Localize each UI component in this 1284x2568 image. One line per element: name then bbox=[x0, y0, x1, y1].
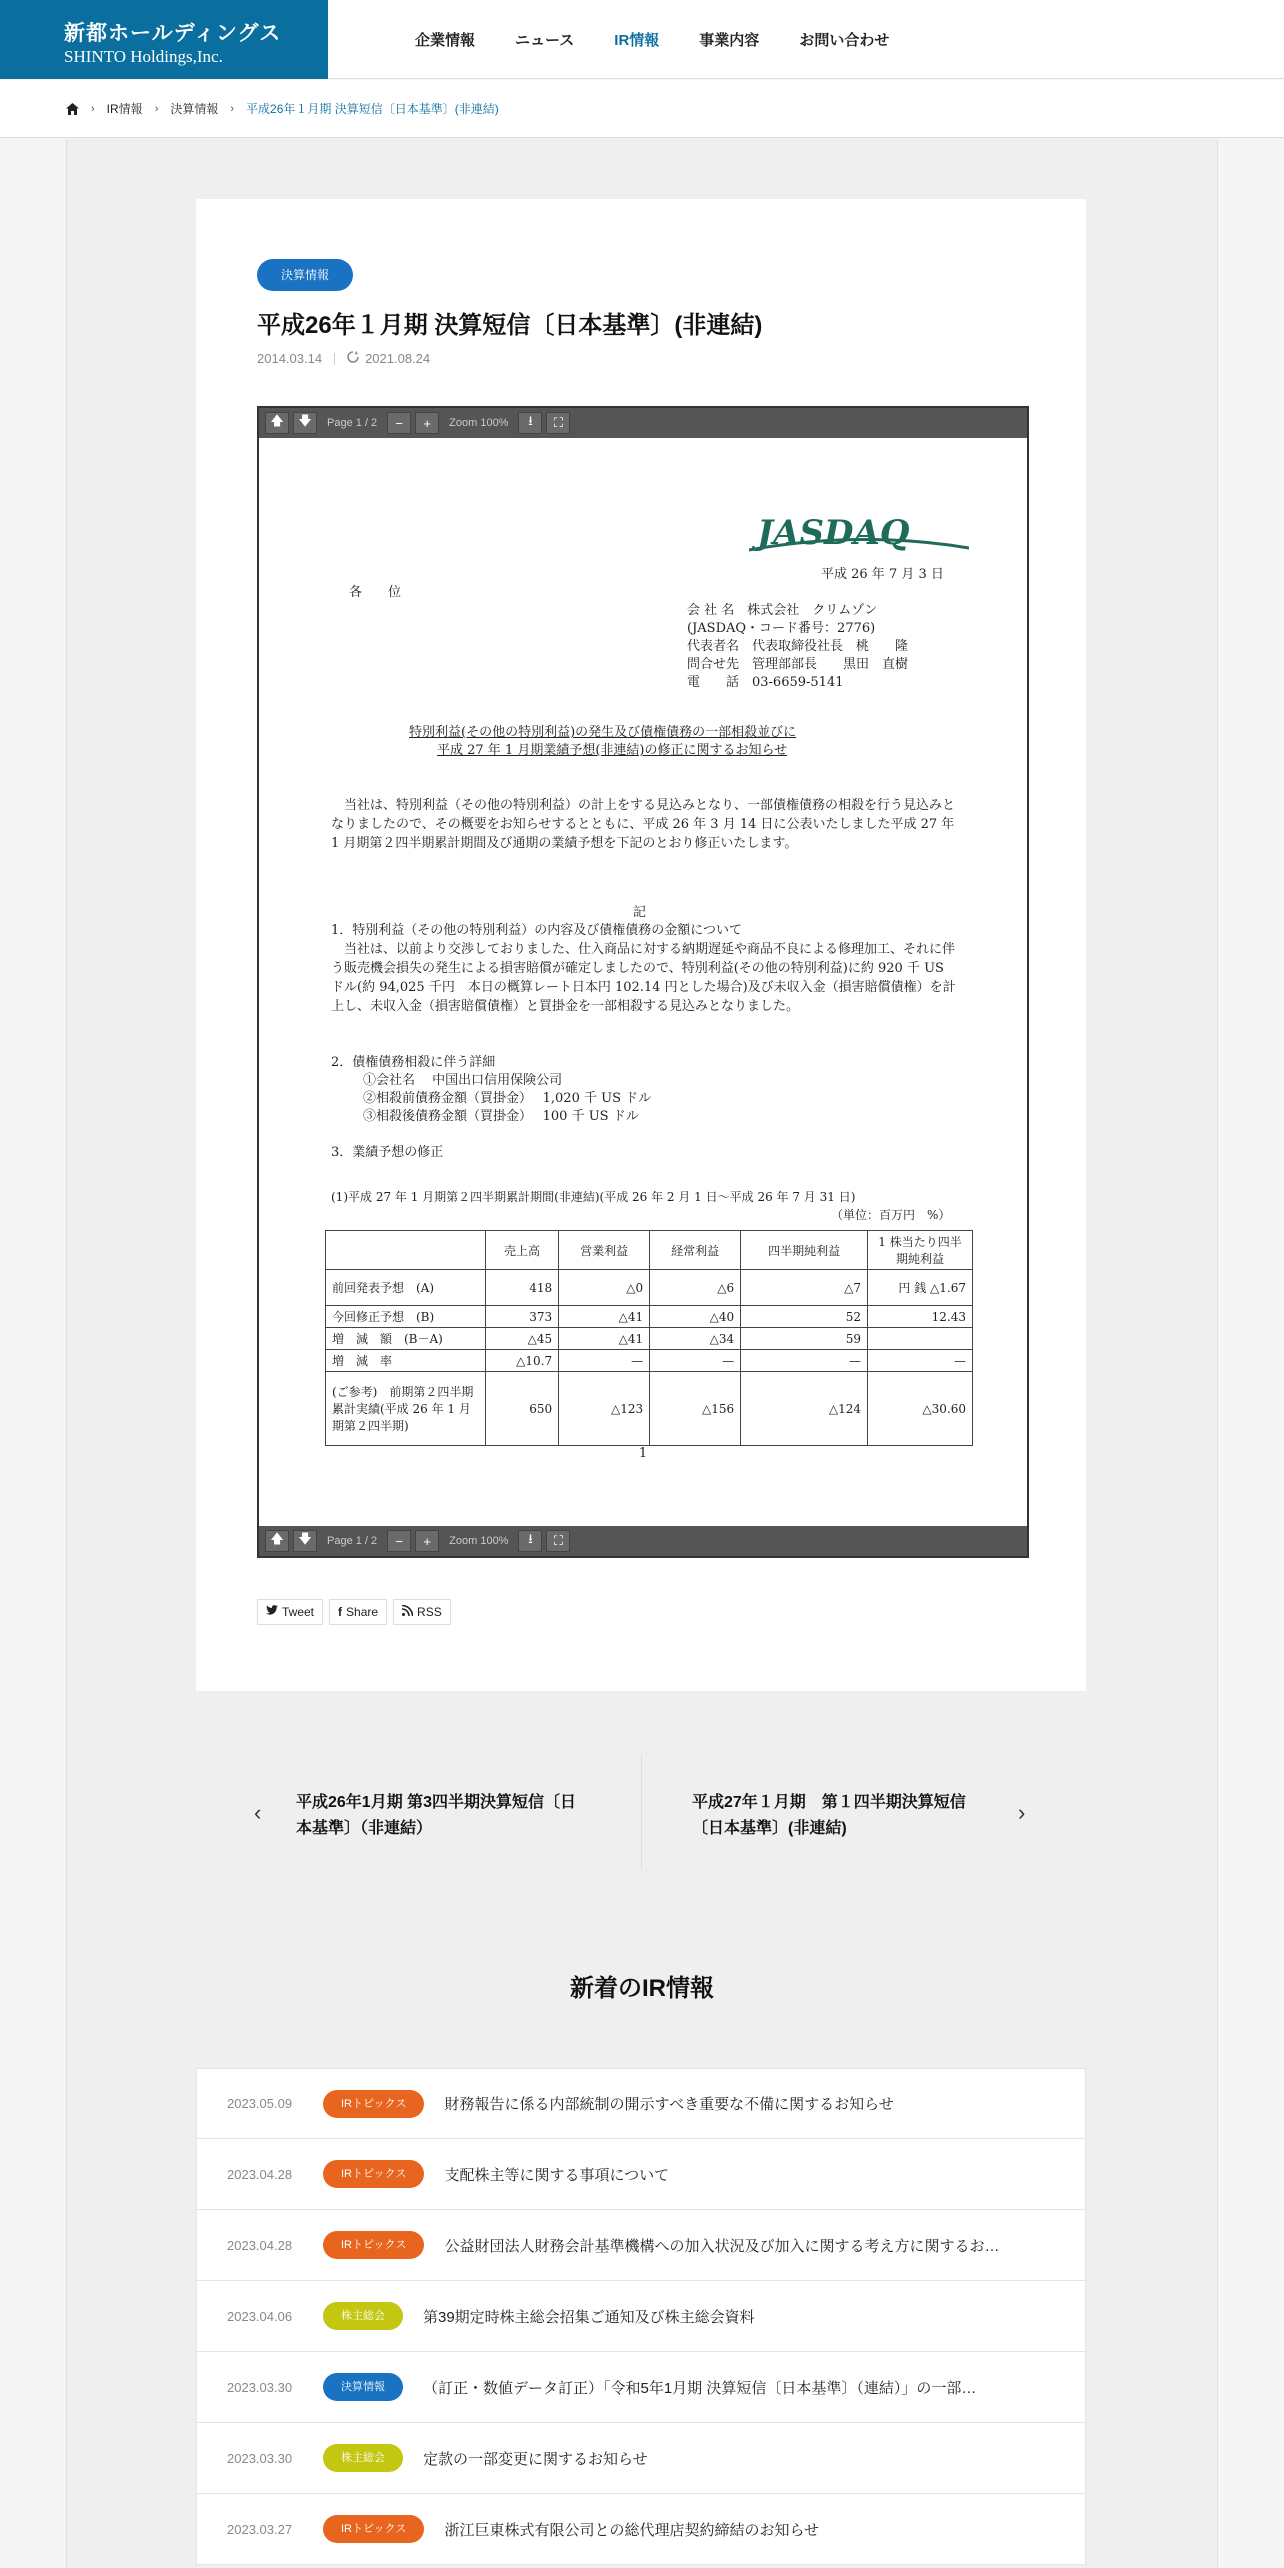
share-label: Share bbox=[346, 1605, 379, 1619]
table-cell: — bbox=[741, 1350, 868, 1372]
breadcrumb-earnings[interactable]: 決算情報 bbox=[170, 102, 219, 116]
nav-ir[interactable]: IR情報 bbox=[614, 32, 660, 49]
chevron-right-icon: › bbox=[91, 102, 95, 115]
doc-section1-body: 当社は、以前より交渉しておりました、仕入商品に対する納期遅延や商品不良による修理加工、それに伴う販売機会損失の発生による損害賠償が確定しましたので、特別利益(その他の特別利益)に約 920 千 US ドル(約 94,025 千円 本日の概算レート日本円 102.14 円とした場合)及び未収入金（損害賠償債権）を計上し、未収入金（損害賠償債権）と買掛金を一部相殺する見込みとなりました。 bbox=[331, 942, 956, 1014]
table-cell: △0 bbox=[559, 1270, 650, 1306]
main-nav bbox=[415, 0, 929, 79]
page-indicator: Page 1 / 2 bbox=[327, 1535, 378, 1547]
category-badge[interactable]: 決算情報 bbox=[257, 259, 353, 291]
prev-post-link[interactable]: 平成26年1月期 第3四半期決算短信〔日本基準〕（非連結） bbox=[296, 1794, 577, 1837]
news-date: 2023.04.06 bbox=[227, 2308, 293, 2324]
arrow-up-icon[interactable]: 🡅 bbox=[265, 1530, 289, 1552]
doc-ki: 記 bbox=[633, 905, 647, 920]
pdf-viewer bbox=[257, 406, 1029, 1558]
table-cell: △41 bbox=[559, 1306, 650, 1328]
tweet-button[interactable] bbox=[257, 1599, 323, 1625]
doc-section2-line3: ③相殺後債務金額（買掛金） 100 千 US ドル bbox=[363, 1109, 639, 1124]
chevron-right-icon[interactable]: › bbox=[1018, 1800, 1026, 1825]
table-header-cell: 営業利益 bbox=[559, 1231, 650, 1270]
table-header-cell bbox=[326, 1231, 486, 1270]
table-cell: △124 bbox=[741, 1372, 868, 1446]
doc-section1-title: 1．特別利益（その他の特別利益）の内容及び債権債務の金額について bbox=[331, 923, 743, 938]
home-icon[interactable] bbox=[66, 103, 79, 115]
table-header-cell: 四半期純利益 bbox=[741, 1231, 868, 1270]
news-badge: 株主総会 bbox=[323, 2444, 403, 2472]
pdf-page bbox=[259, 438, 1027, 1526]
table-cell: △41 bbox=[559, 1328, 650, 1350]
download-icon[interactable]: ⭳ bbox=[518, 412, 542, 434]
latest-ir-list bbox=[196, 2068, 1086, 2565]
zoom-out-icon[interactable]: − bbox=[387, 412, 411, 434]
table-row bbox=[326, 1328, 973, 1350]
share-buttons bbox=[257, 1599, 457, 1625]
logo-japanese: 新都ホールディングス bbox=[64, 22, 282, 45]
table-cell: △45 bbox=[486, 1328, 559, 1350]
news-title[interactable]: 定款の一部変更に関するお知らせ bbox=[423, 2450, 648, 2468]
list-item[interactable] bbox=[196, 2352, 1086, 2423]
post-dates bbox=[257, 351, 430, 366]
table-cell: 59 bbox=[741, 1328, 868, 1350]
table-cell: △30.60 bbox=[868, 1372, 973, 1446]
news-badge: IRトピックス bbox=[323, 2515, 424, 2543]
refresh-icon bbox=[347, 351, 359, 366]
news-badge: 決算情報 bbox=[323, 2373, 403, 2401]
zoom-in-icon[interactable]: + bbox=[415, 1530, 439, 1552]
table-cell: 増 減 率 bbox=[326, 1350, 486, 1372]
table-cell: △10.7 bbox=[486, 1350, 559, 1372]
table-cell: 373 bbox=[486, 1306, 559, 1328]
table-cell: 650 bbox=[486, 1372, 559, 1446]
table-cell: — bbox=[868, 1350, 973, 1372]
doc-table-unit: （単位：百万円 %） bbox=[831, 1208, 951, 1222]
nav-company[interactable]: 企業情報 bbox=[415, 32, 476, 49]
table-cell: (ご参考) 前期第２四半期累計実績(平成 26 年 1 月期第２四半期) bbox=[326, 1372, 486, 1446]
table-row bbox=[326, 1270, 973, 1306]
news-date: 2023.04.28 bbox=[227, 2166, 293, 2182]
nav-business[interactable]: 事業内容 bbox=[699, 32, 760, 49]
table-cell: 円 銭 △1.67 bbox=[868, 1270, 973, 1306]
table-cell: △34 bbox=[650, 1328, 741, 1350]
news-badge: IRトピックス bbox=[323, 2231, 424, 2259]
table-cell: 前回発表予想 (A) bbox=[326, 1270, 486, 1306]
arrow-up-icon[interactable]: 🡅 bbox=[265, 412, 289, 434]
list-item[interactable] bbox=[196, 2210, 1086, 2281]
table-row bbox=[326, 1306, 973, 1328]
logo-english: SHINTO Holdings,Inc. bbox=[64, 47, 223, 66]
list-item[interactable] bbox=[196, 2068, 1086, 2139]
site-logo[interactable] bbox=[0, 0, 328, 79]
zoom-out-icon[interactable]: − bbox=[387, 1530, 411, 1552]
doc-tel: 電 話 03-6659-5141 bbox=[687, 675, 844, 690]
svg-text:JASDAQ: JASDAQ bbox=[757, 513, 910, 553]
list-item[interactable] bbox=[196, 2281, 1086, 2352]
table-row bbox=[326, 1372, 973, 1446]
tweet-label: Tweet bbox=[282, 1605, 315, 1619]
table-header-cell: 売上高 bbox=[486, 1231, 559, 1270]
doc-representative: 代表者名 代表取締役社長 桃 隆 bbox=[687, 639, 909, 654]
doc-section2-line1: ①会社名 中国出口信用保険公司 bbox=[363, 1073, 563, 1088]
news-date: 2023.03.30 bbox=[227, 2450, 293, 2466]
arrow-down-icon[interactable]: 🡇 bbox=[293, 1530, 317, 1552]
news-title[interactable]: （訂正・数値データ訂正）「令和5年1月期 決算短信〔日本基準〕（連結）」の一部… bbox=[423, 2379, 977, 2397]
table-cell: 今回修正予想 (B) bbox=[326, 1306, 486, 1328]
divider bbox=[334, 353, 335, 365]
forecast-table bbox=[325, 1230, 973, 1446]
published-date: 2014.03.14 bbox=[257, 351, 323, 366]
table-cell: △40 bbox=[650, 1306, 741, 1328]
zoom-in-icon[interactable]: + bbox=[415, 412, 439, 434]
table-header-row bbox=[326, 1231, 973, 1270]
nav-contact[interactable]: お問い合わせ bbox=[799, 32, 890, 49]
nav-news[interactable]: ニュース bbox=[515, 32, 575, 49]
news-title[interactable]: 支配株主等に関する事項について bbox=[444, 2166, 670, 2184]
doc-table-caption: (1)平成 27 年 1 月期第２四半期累計期間(非連結)(平成 26 年 2 月 1 日～平成 26 年 7 月 31 日) bbox=[331, 1190, 856, 1204]
news-title[interactable]: 浙江巨東株式有限公司との総代理店契約締結のお知らせ bbox=[444, 2521, 820, 2539]
jasdaq-logo bbox=[749, 510, 969, 556]
news-title[interactable]: 公益財団法人財務会計基準機構への加入状況及び加入に関する考え方に関するお… bbox=[444, 2237, 1000, 2255]
rss-icon bbox=[402, 1605, 413, 1619]
pager-divider bbox=[641, 1754, 642, 1870]
table-cell: — bbox=[650, 1350, 741, 1372]
table-cell: 12.43 bbox=[868, 1306, 973, 1328]
news-date: 2023.03.30 bbox=[227, 2379, 293, 2395]
table-cell: — bbox=[559, 1350, 650, 1372]
pdf-toolbar-bottom bbox=[259, 1526, 1027, 1556]
doc-intro: 当社は、特別利益（その他の特別利益）の計上をする見込みとなり、一部債権債務の相殺を行う見込みとなりましたので、その概要をお知らせするとともに、平成 26 年 3 月 14 日に公表いたしました平成 27 年 1 月期第２四半期累計期間及び通期の業績予想を下記のとおり修正いたします。 bbox=[331, 798, 956, 851]
latest-ir-title: 新着のIR情報 bbox=[570, 1975, 714, 2002]
rss-button[interactable] bbox=[393, 1599, 451, 1625]
chevron-right-icon: › bbox=[154, 102, 159, 115]
doc-section3-title: 3．業績予想の修正 bbox=[331, 1145, 444, 1160]
table-row bbox=[326, 1350, 973, 1372]
list-item[interactable] bbox=[196, 2423, 1086, 2494]
zoom-indicator: Zoom 100% bbox=[449, 417, 509, 429]
breadcrumb-current: 平成26年１月期 決算短信〔日本基準〕(非連結) bbox=[246, 102, 499, 116]
rss-label: RSS bbox=[417, 1605, 442, 1619]
list-item[interactable] bbox=[196, 2494, 1086, 2565]
updated-date: 2021.08.24 bbox=[365, 351, 431, 366]
news-badge: IRトピックス bbox=[323, 2160, 424, 2188]
chevron-left-icon[interactable]: ‹ bbox=[254, 1800, 262, 1825]
table-cell: △6 bbox=[650, 1270, 741, 1306]
chevron-right-icon: › bbox=[230, 102, 235, 115]
table-cell: 52 bbox=[741, 1306, 868, 1328]
table-cell: △156 bbox=[650, 1372, 741, 1446]
news-title[interactable]: 財務報告に係る内部統制の開示すべき重要な不備に関するお知らせ bbox=[444, 2096, 894, 2113]
news-badge: 株主総会 bbox=[323, 2302, 403, 2330]
table-cell: 418 bbox=[486, 1270, 559, 1306]
zoom-indicator: Zoom 100% bbox=[449, 1535, 509, 1547]
site-header bbox=[0, 0, 1284, 79]
table-cell bbox=[868, 1328, 973, 1350]
news-title[interactable]: 第39期定時株主総会招集ご通知及び株主総会資料 bbox=[423, 2308, 755, 2326]
table-cell: 増 減 額 (B－A) bbox=[326, 1328, 486, 1350]
download-icon[interactable]: ⭳ bbox=[518, 1530, 542, 1552]
doc-subject-2: 平成 27 年 1 月期業績予想(非連結)の修正に関するお知らせ bbox=[437, 743, 788, 758]
fullscreen-icon[interactable]: ⛶ bbox=[546, 412, 570, 434]
news-badge: IRトピックス bbox=[323, 2090, 424, 2118]
news-date: 2023.05.09 bbox=[227, 2096, 293, 2111]
table-cell: △7 bbox=[741, 1270, 868, 1306]
breadcrumb-ir[interactable]: IR情報 bbox=[106, 102, 143, 116]
doc-date: 平成 26 年 7 月 3 日 bbox=[821, 567, 944, 582]
table-cell: △123 bbox=[559, 1372, 650, 1446]
post-title: 平成26年１月期 決算短信〔日本基準〕(非連結) bbox=[257, 312, 763, 339]
news-date: 2023.03.27 bbox=[227, 2521, 293, 2537]
next-post-link[interactable]: 平成27年１月期 第１四半期決算短信〔日本基準〕(非連結) bbox=[692, 1794, 966, 1837]
pdf-toolbar-top bbox=[259, 408, 1027, 438]
doc-section2-title: 2．債権債務相殺に伴う詳細 bbox=[331, 1055, 496, 1070]
article-card bbox=[196, 199, 1086, 1691]
list-item[interactable] bbox=[196, 2139, 1086, 2210]
table-header-cell: 1 株当たり四半期純利益 bbox=[868, 1231, 973, 1270]
fullscreen-icon[interactable]: ⛶ bbox=[546, 1530, 570, 1552]
table-header-cell: 経常利益 bbox=[650, 1231, 741, 1270]
doc-contact: 問合せ先 管理部部長 黒田 直樹 bbox=[687, 657, 909, 672]
twitter-icon bbox=[266, 1605, 278, 1619]
breadcrumb bbox=[0, 80, 1284, 138]
doc-subject-1: 特別利益(その他の特別利益)の発生及び債権債務の一部相殺並びに bbox=[409, 725, 797, 740]
doc-code: (JASDAQ・コード番号：2776) bbox=[687, 621, 876, 636]
news-date: 2023.04.28 bbox=[227, 2237, 293, 2253]
doc-company: 会 社 名 株式会社 クリムゾン bbox=[687, 603, 878, 618]
doc-page-number: 1 bbox=[638, 1446, 648, 1461]
doc-section2-line2: ②相殺前債務金額（買掛金） 1,020 千 US ドル bbox=[363, 1091, 652, 1106]
arrow-down-icon[interactable]: 🡇 bbox=[293, 412, 317, 434]
page-indicator: Page 1 / 2 bbox=[327, 417, 378, 429]
doc-addressee: 各 位 bbox=[349, 585, 402, 600]
facebook-share-button[interactable] bbox=[329, 1599, 387, 1625]
facebook-icon: f bbox=[338, 1605, 343, 1619]
